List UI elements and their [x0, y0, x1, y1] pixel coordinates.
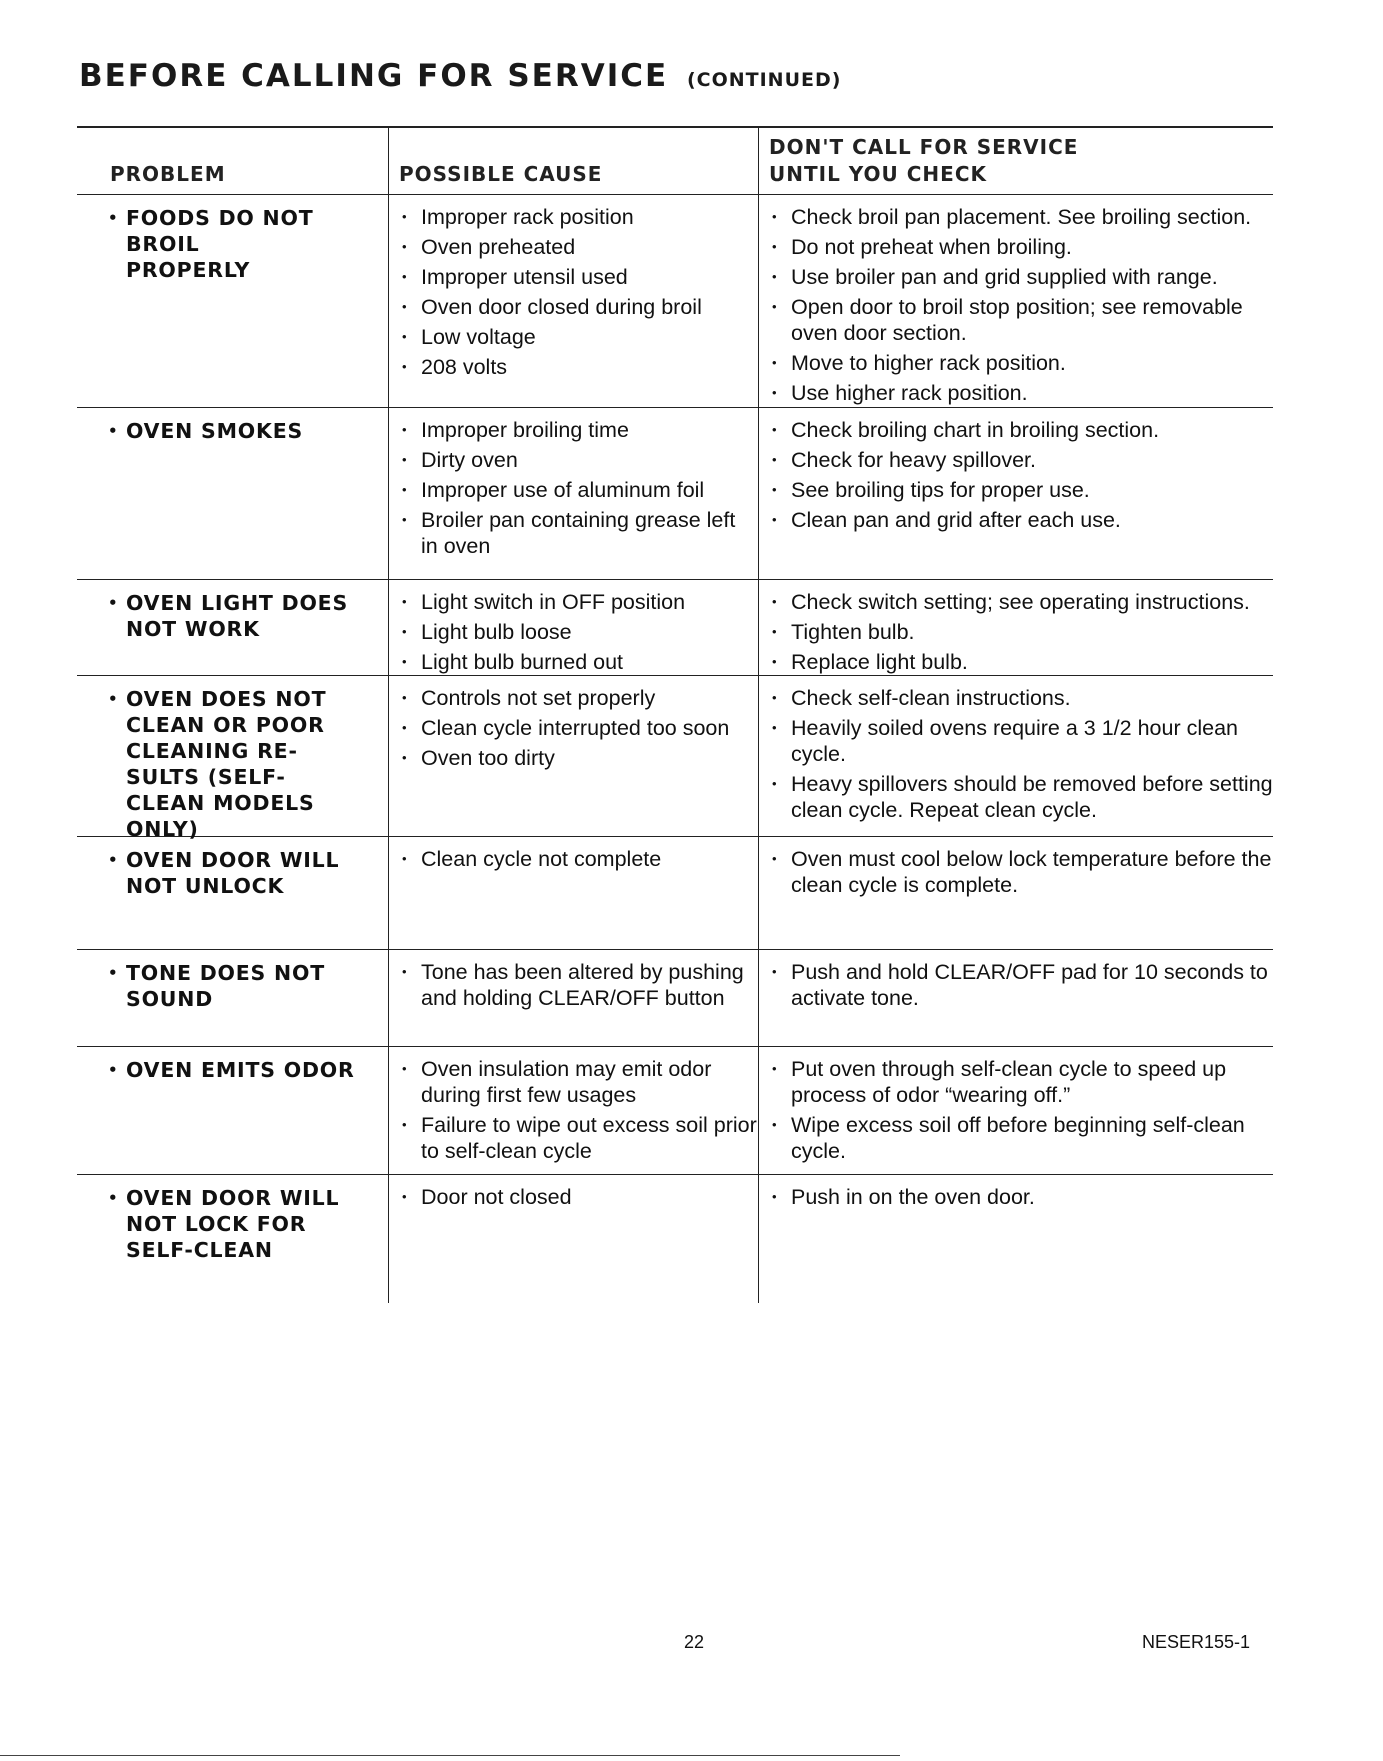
problem-line: SULTS (SELF- — [126, 765, 286, 789]
problem-text — [110, 837, 388, 899]
problem-cell — [77, 1047, 388, 1174]
problem-text — [110, 1047, 388, 1083]
table-row — [77, 580, 1273, 676]
cause-item: • Improper use of aluminum foil — [399, 477, 758, 503]
check-item: • Tighten bulb. — [769, 619, 1273, 645]
troubleshooting-table — [77, 126, 1273, 1303]
problem-line: SELF-CLEAN — [126, 1238, 273, 1262]
problem-line: SOUND — [126, 987, 214, 1011]
table-header — [77, 128, 1273, 195]
check-cell — [758, 837, 1273, 949]
problem-cell — [77, 950, 388, 1046]
problem-cell — [77, 195, 388, 407]
cause-item: • Clean cycle not complete — [399, 846, 758, 872]
problem-cell — [77, 1175, 388, 1303]
check-item: • Use broiler pan and grid supplied with range. — [769, 264, 1273, 290]
problem-line: • OVEN DOES NOT — [126, 687, 327, 711]
document-code: NESER155-1 — [1142, 1632, 1251, 1652]
cause-item: • Clean cycle interrupted too soon — [399, 715, 758, 741]
cause-item: • Light bulb burned out — [399, 649, 758, 675]
check-item: • Oven must cool below lock temperature before the clean cycle is complete. — [769, 846, 1273, 898]
check-item: • Check broil pan placement. See broiling section. — [769, 204, 1273, 230]
cause-item: • Improper broiling time — [399, 417, 758, 443]
problem-line: • FOODS DO NOT — [126, 206, 314, 230]
table-row — [77, 676, 1273, 841]
table-row — [77, 408, 1273, 580]
problem-line: • OVEN EMITS ODOR — [126, 1058, 355, 1082]
check-cell — [758, 195, 1273, 407]
page-title — [79, 58, 841, 94]
table-row — [77, 950, 1273, 1047]
cause-cell — [388, 837, 758, 949]
cause-item: • Tone has been altered by pushing and holding CLEAR/OFF button — [399, 959, 758, 1011]
check-item: • Push and hold CLEAR/OFF pad for 10 seconds to activate tone. — [769, 959, 1273, 1011]
problem-line: PROPERLY — [126, 258, 251, 282]
cause-cell — [388, 408, 758, 579]
cause-item: • Improper rack position — [399, 204, 758, 230]
check-item: • Replace light bulb. — [769, 649, 1273, 675]
problem-line: • OVEN DOOR WILL — [126, 1186, 340, 1210]
problem-cell — [77, 837, 388, 949]
check-item: • Check broiling chart in broiling section. — [769, 417, 1273, 443]
check-item: • Check self-clean instructions. — [769, 685, 1273, 711]
problem-line: CLEAN MODELS — [126, 791, 315, 815]
check-item: • Check for heavy spillover. — [769, 447, 1273, 473]
table-body — [77, 195, 1273, 1303]
check-item: • Do not preheat when broiling. — [769, 234, 1273, 260]
table-row — [77, 1047, 1273, 1175]
problem-text — [110, 676, 388, 842]
check-cell — [758, 1047, 1273, 1174]
problem-cell — [77, 408, 388, 579]
bottom-edge-line — [0, 1755, 900, 1756]
problem-cell — [77, 676, 388, 841]
cause-cell — [388, 1047, 758, 1174]
check-item: • Push in on the oven door. — [769, 1184, 1273, 1210]
cause-cell — [388, 195, 758, 407]
cause-item: • Door not closed — [399, 1184, 758, 1210]
check-item: • Put oven through self-clean cycle to speed up process of odor “wearing off.” — [769, 1056, 1273, 1108]
problem-line: • OVEN LIGHT DOES — [126, 591, 349, 615]
cause-item: • Oven too dirty — [399, 745, 758, 771]
check-cell — [758, 1175, 1273, 1303]
problem-line: • OVEN DOOR WILL — [126, 848, 340, 872]
problem-line: NOT LOCK FOR — [126, 1212, 307, 1236]
problem-text — [110, 580, 388, 642]
header-check-line2: UNTIL YOU CHECK — [769, 162, 987, 186]
cause-item: • Broiler pan containing grease left in oven — [399, 507, 758, 559]
cause-item: • Light bulb loose — [399, 619, 758, 645]
cause-item: • Low voltage — [399, 324, 758, 350]
cause-item: • Failure to wipe out excess soil prior to self-clean cycle — [399, 1112, 758, 1164]
check-cell — [758, 676, 1273, 836]
cause-cell — [388, 580, 758, 675]
cause-item: • 208 volts — [399, 354, 758, 380]
page-number: 22 — [684, 1632, 705, 1652]
check-item: • Open door to broil stop position; see removable oven door section. — [769, 294, 1273, 346]
problem-line: • OVEN SMOKES — [126, 419, 304, 443]
header-check — [758, 128, 1273, 194]
header-problem: PROBLEM — [110, 162, 226, 186]
problem-cell — [77, 580, 388, 675]
cause-cell — [388, 1175, 758, 1303]
problem-text — [110, 1175, 388, 1263]
check-item: • Check switch setting; see operating instructions. — [769, 589, 1273, 615]
check-cell — [758, 408, 1273, 579]
table-row — [77, 195, 1273, 408]
cause-cell — [388, 676, 758, 836]
check-item: • See broiling tips for proper use. — [769, 477, 1273, 503]
problem-line: ONLY) — [126, 817, 199, 841]
cause-item: • Light switch in OFF position — [399, 589, 758, 615]
page-title-main: BEFORE CALLING FOR SERVICE — [79, 58, 669, 94]
check-item: • Move to higher rack position. — [769, 350, 1273, 376]
cause-cell — [388, 950, 758, 1046]
problem-text — [110, 950, 388, 1012]
problem-line: NOT UNLOCK — [126, 874, 285, 898]
problem-line: • TONE DOES NOT — [126, 961, 326, 985]
cause-item: • Improper utensil used — [399, 264, 758, 290]
problem-line: BROIL — [126, 232, 200, 256]
problem-line: CLEANING RE- — [126, 739, 298, 763]
cause-item: • Dirty oven — [399, 447, 758, 473]
page-title-suffix: (CONTINUED) — [686, 69, 842, 91]
problem-text — [110, 408, 388, 444]
header-cause: POSSIBLE CAUSE — [388, 128, 758, 194]
header-check-line1: DON'T CALL FOR SERVICE — [769, 135, 1079, 159]
table-row — [77, 837, 1273, 950]
problem-line: NOT WORK — [126, 617, 260, 641]
check-item: • Clean pan and grid after each use. — [769, 507, 1273, 533]
check-item: • Heavy spillovers should be removed before setting clean cycle. Repeat clean cycle. — [769, 771, 1273, 823]
check-item: • Use higher rack position. — [769, 380, 1273, 406]
cause-item: • Oven door closed during broil — [399, 294, 758, 320]
cause-item: • Oven insulation may emit odor during first few usages — [399, 1056, 758, 1108]
check-cell — [758, 950, 1273, 1046]
check-item: • Wipe excess soil off before beginning self-clean cycle. — [769, 1112, 1273, 1164]
cause-item: • Oven preheated — [399, 234, 758, 260]
table-row — [77, 1175, 1273, 1303]
check-cell — [758, 580, 1273, 675]
problem-line: CLEAN OR POOR — [126, 713, 325, 737]
cause-item: • Controls not set properly — [399, 685, 758, 711]
check-item: • Heavily soiled ovens require a 3 1/2 hour clean cycle. — [769, 715, 1273, 767]
problem-text — [110, 195, 388, 283]
